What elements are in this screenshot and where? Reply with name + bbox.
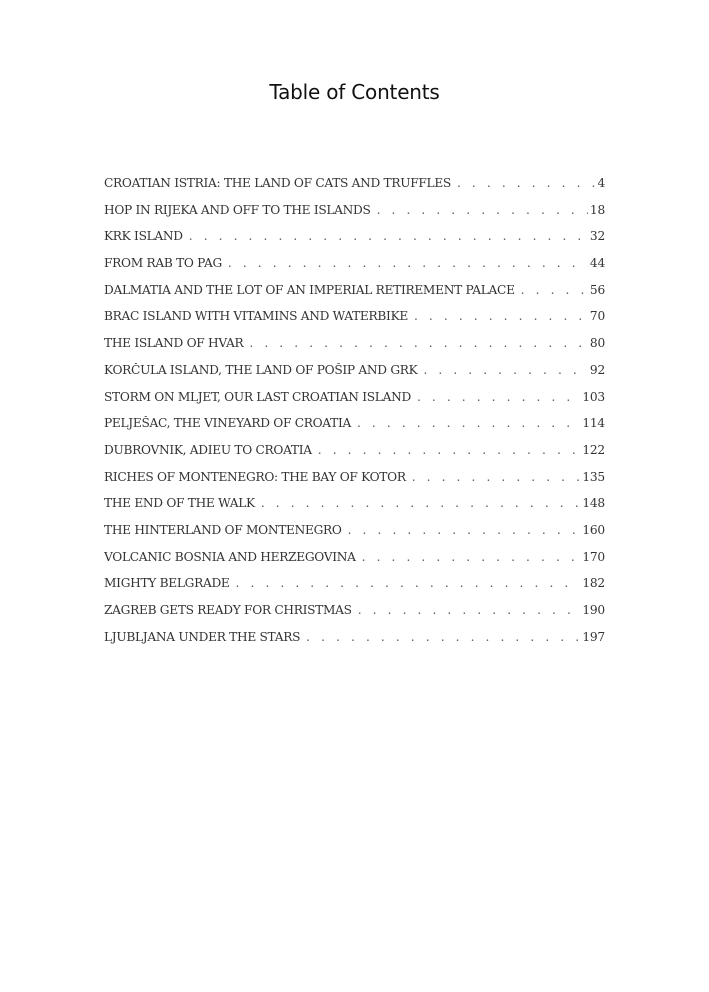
toc-entry-title: DUBROVNIK, ADIEU TO CROATIA xyxy=(104,442,312,457)
toc-entry-page: 197 xyxy=(582,629,605,644)
toc-entry-title: MIGHTY BELGRADE xyxy=(104,576,230,591)
toc-entry[interactable] xyxy=(104,390,605,417)
toc-entry[interactable] xyxy=(104,283,605,310)
toc-entry[interactable] xyxy=(104,176,605,203)
toc-entry[interactable] xyxy=(104,496,605,523)
toc-entry[interactable] xyxy=(104,256,605,283)
toc-entry[interactable] xyxy=(104,416,605,443)
toc-entry[interactable] xyxy=(104,363,605,390)
toc-entry-page: 190 xyxy=(582,603,605,617)
table-of-contents xyxy=(104,176,605,656)
toc-dot-leader xyxy=(417,390,580,404)
toc-entry[interactable] xyxy=(104,523,605,550)
toc-entry[interactable] xyxy=(104,229,605,256)
toc-entry-title: FROM RAB TO PAG xyxy=(104,256,222,271)
toc-dot-leader xyxy=(357,416,580,430)
toc-dot-leader xyxy=(412,470,581,484)
toc-entry-page: 18 xyxy=(589,202,605,217)
toc-entry-page: 4 xyxy=(597,176,605,190)
toc-dot-leader xyxy=(423,363,587,377)
toc-entry-title: HOP IN RIJEKA AND OFF TO THE ISLANDS xyxy=(104,202,371,217)
toc-dot-leader xyxy=(228,256,588,270)
toc-entry-page: 114 xyxy=(582,416,605,431)
toc-entry[interactable] xyxy=(104,576,605,603)
toc-entry-page: 92 xyxy=(589,362,605,377)
toc-dot-leader xyxy=(348,523,581,537)
toc-entry-title: KRK ISLAND xyxy=(104,229,183,244)
toc-dot-leader xyxy=(521,283,588,297)
toc-entry-page: 44 xyxy=(589,256,605,271)
toc-entry[interactable] xyxy=(104,336,605,363)
toc-entry-page: 32 xyxy=(589,229,605,244)
toc-entry-page: 160 xyxy=(582,522,605,537)
toc-entry-title: KORČULA ISLAND, THE LAND OF POŠIP AND GRK xyxy=(104,362,418,377)
toc-dot-leader xyxy=(249,336,587,350)
toc-entry-title: DALMATIA AND THE LOT OF AN IMPERIAL RETIREMENT PALACE xyxy=(104,282,515,297)
toc-entry-title: BRAC ISLAND WITH VITAMINS AND WATERBIKE xyxy=(104,309,408,324)
toc-entry-title: RICHES OF MONTENEGRO: THE BAY OF KOTOR xyxy=(104,469,406,484)
toc-entry-title: CROATIAN ISTRIA: THE LAND OF CATS AND TRUFFLES xyxy=(104,176,451,190)
toc-entry-title: LJUBLJANA UNDER THE STARS xyxy=(104,629,301,644)
toc-dot-leader xyxy=(457,176,595,190)
toc-entry-title: STORM ON MLJET, OUR LAST CROATIAN ISLAND xyxy=(104,389,411,404)
toc-entry-page: 56 xyxy=(589,282,605,297)
toc-entry[interactable] xyxy=(104,630,605,657)
toc-entry[interactable] xyxy=(104,603,605,630)
toc-entry[interactable] xyxy=(104,203,605,230)
toc-dot-leader xyxy=(306,630,580,644)
toc-entry-page: 182 xyxy=(582,576,605,591)
toc-dot-leader xyxy=(236,576,581,590)
toc-dot-leader xyxy=(189,229,588,243)
toc-entry-page: 80 xyxy=(589,336,605,351)
toc-entry[interactable] xyxy=(104,443,605,470)
toc-entry-page: 135 xyxy=(582,469,605,484)
toc-entry-page: 122 xyxy=(582,442,605,457)
toc-entry[interactable] xyxy=(104,470,605,497)
toc-entry-page: 148 xyxy=(582,496,605,511)
toc-dot-leader xyxy=(377,203,588,217)
toc-entry-page: 70 xyxy=(589,309,605,324)
toc-entry-page: 103 xyxy=(582,389,605,404)
toc-entry-title: THE END OF THE WALK xyxy=(104,496,255,511)
toc-entry-title: THE HINTERLAND OF MONTENEGRO xyxy=(104,522,342,537)
toc-dot-leader xyxy=(261,496,581,510)
toc-entry[interactable] xyxy=(104,309,605,336)
toc-dot-leader xyxy=(318,443,581,457)
toc-entry-title: VOLCANIC BOSNIA AND HERZEGOVINA xyxy=(104,549,356,564)
toc-entry[interactable] xyxy=(104,550,605,577)
toc-dot-leader xyxy=(414,309,588,323)
toc-entry-title: THE ISLAND OF HVAR xyxy=(104,336,244,351)
toc-entry-page: 170 xyxy=(582,549,605,564)
toc-entry-title: PELJEŠAC, THE VINEYARD OF CROATIA xyxy=(104,416,351,431)
toc-dot-leader xyxy=(362,550,581,564)
toc-entry-title: ZAGREB GETS READY FOR CHRISTMAS xyxy=(104,603,352,617)
toc-dot-leader xyxy=(358,603,581,617)
page-title: Table of Contents xyxy=(269,80,440,104)
